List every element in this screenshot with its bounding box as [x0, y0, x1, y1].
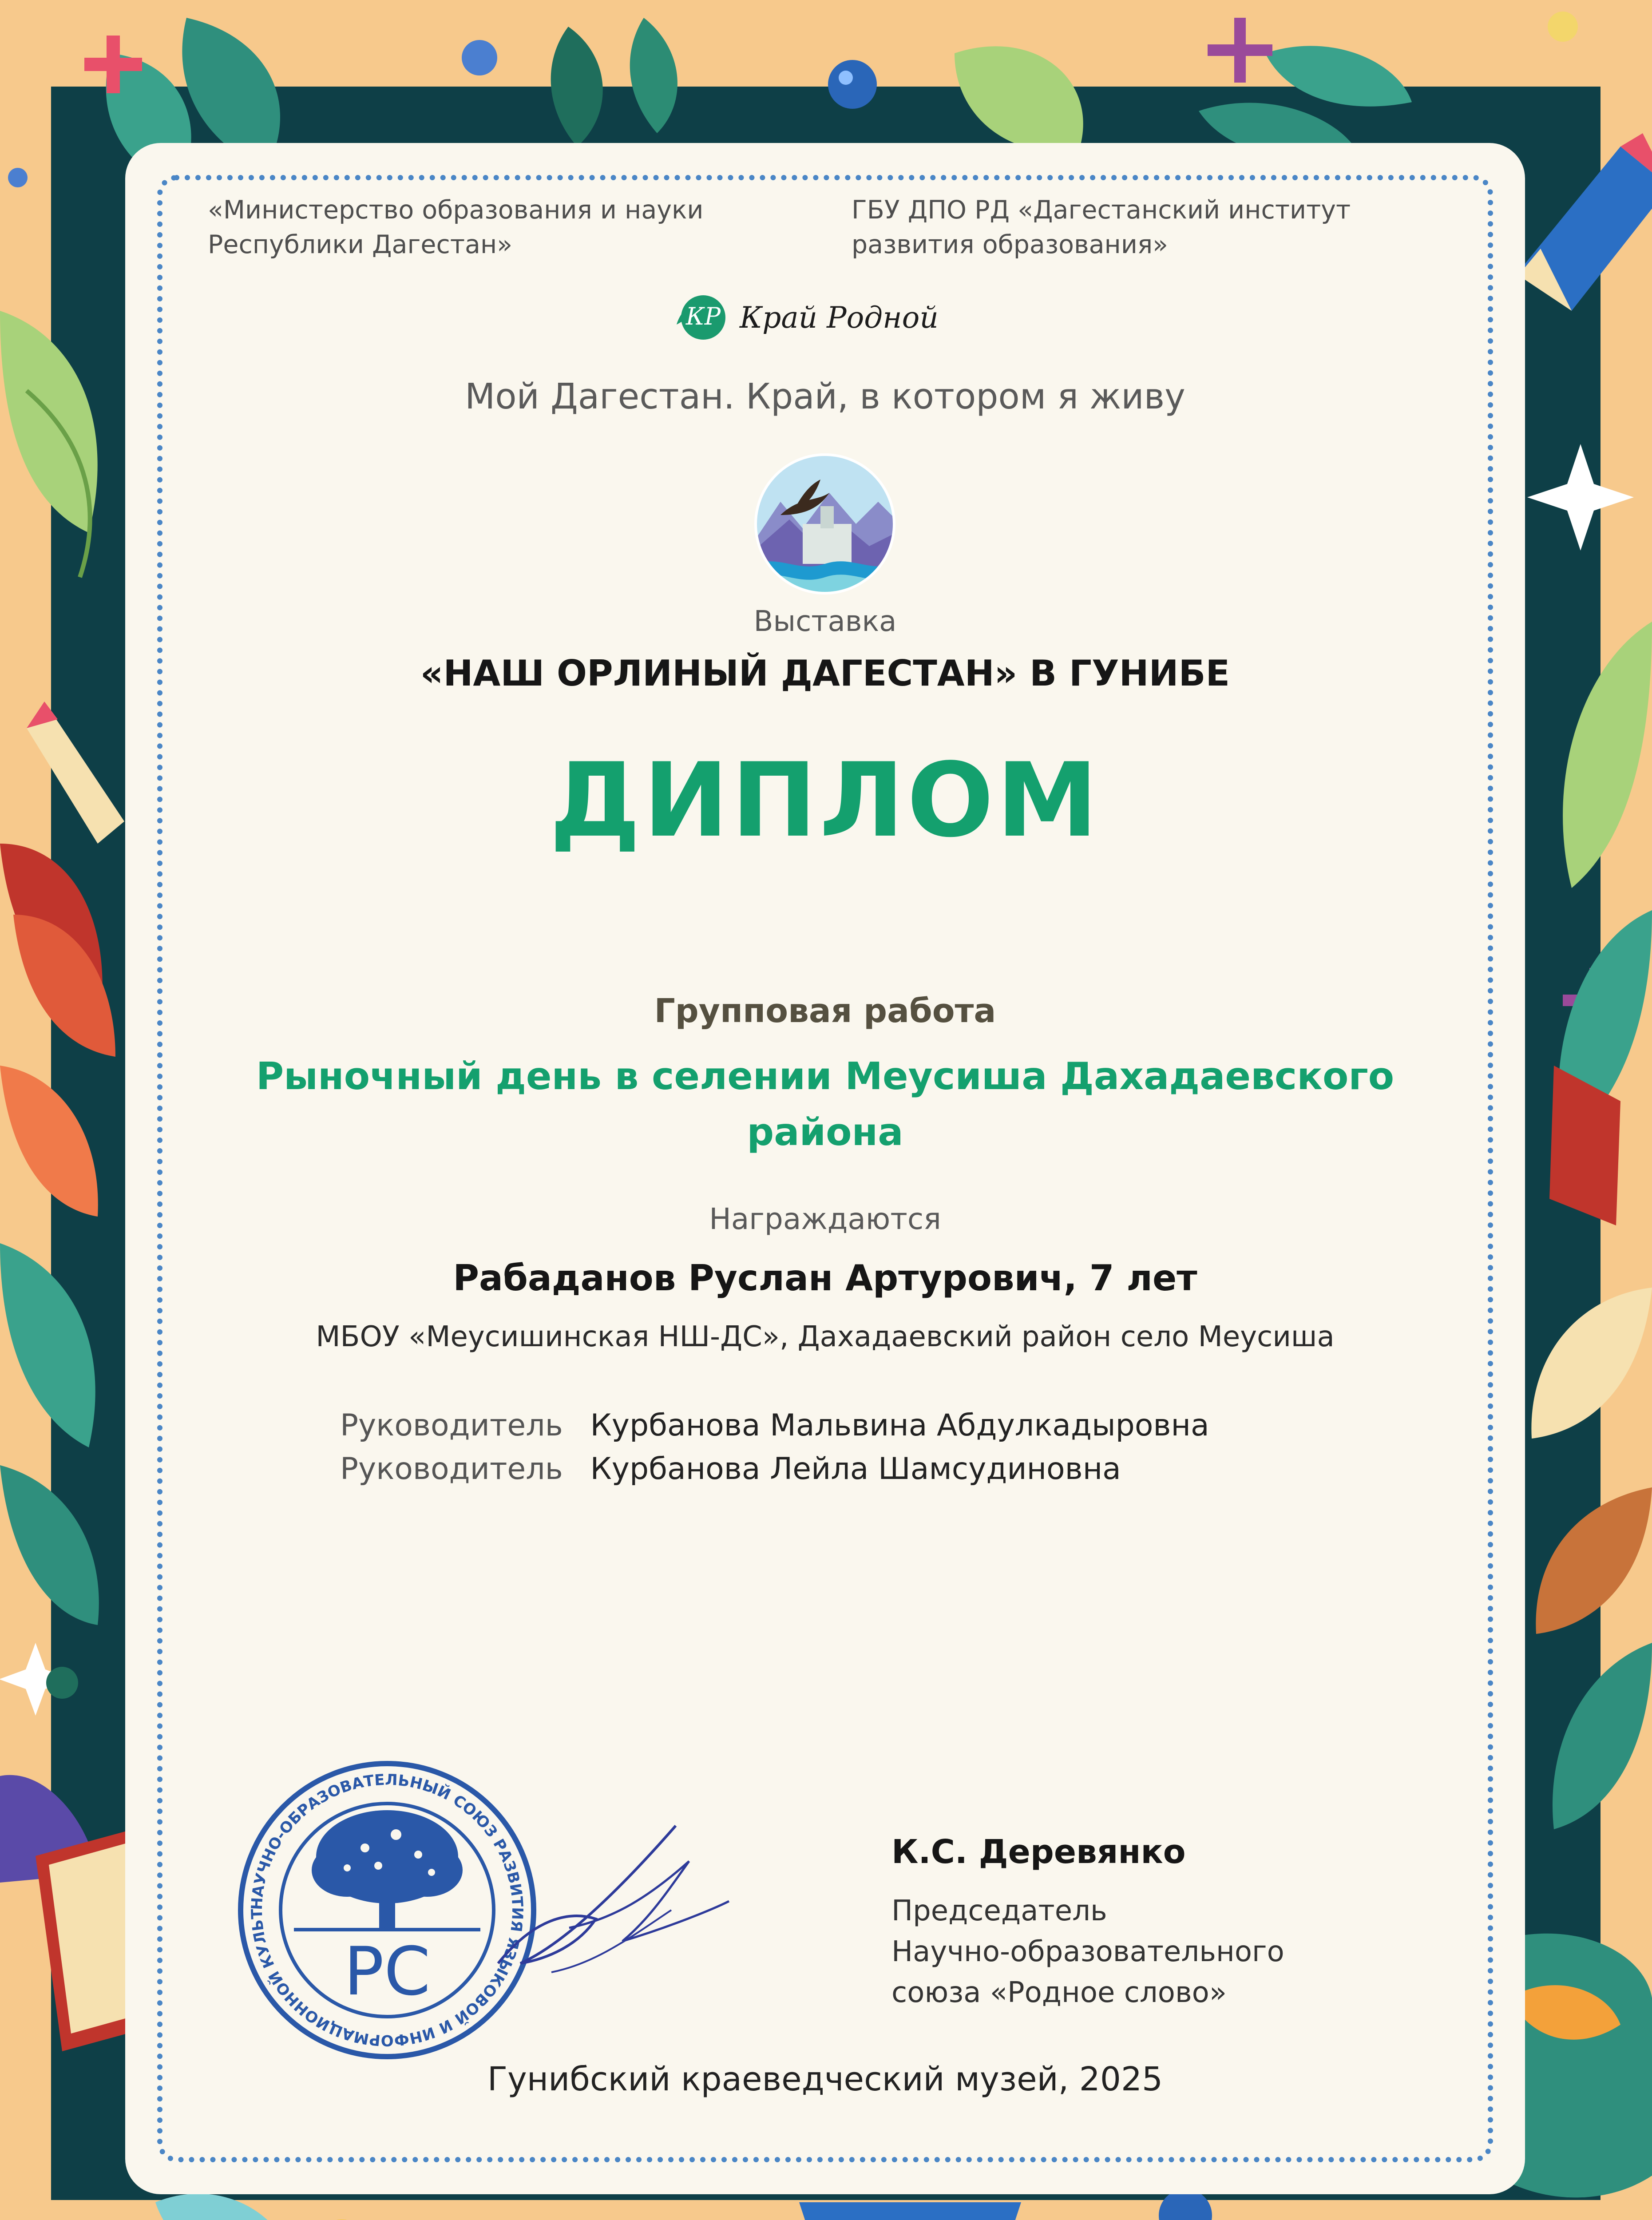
award-label: Награждаются	[709, 1202, 941, 1236]
work-category: Групповая работа	[654, 992, 996, 1030]
recipient-school: МБОУ «Меусишинская НШ-ДС», Дахадаевский район село Меусиша	[316, 1320, 1335, 1353]
brand-mark-icon	[674, 291, 727, 344]
signatory-position-line-3: союза «Родное слово»	[891, 1976, 1227, 2009]
institute-line-1: ГБУ ДПО РД «Дагестанский институт	[852, 195, 1351, 225]
brand-mark-letters: КР	[685, 302, 721, 330]
stamp-monogram: РС	[344, 1933, 431, 2010]
footer-museum: Гунибский краеведческий музей, 2025	[487, 2060, 1163, 2098]
supervisor-name: Курбанова Мальвина Абдулкадыровна	[590, 1408, 1209, 1443]
ministry-line-1: «Министерство образования и науки	[208, 195, 704, 225]
institute-header	[852, 193, 1451, 262]
diploma-title: ДИПЛОМ	[549, 741, 1101, 860]
recipient-name: Рабаданов Руслан Артурович, 7 лет	[453, 1257, 1197, 1299]
tree-icon	[312, 1810, 463, 1928]
institute-line-2: развития образования»	[852, 230, 1169, 259]
tagline: Мой Дагестан. Край, в котором я живу	[465, 376, 1185, 417]
stamp-ring-text: НАУЧНО-ОБРАЗОВАТЕЛЬНЫЙ СОЮЗ РАЗВИТИЯ ЯЗЫКОВОЙ И ИНФОРМАЦИОННОЙ КУЛЬТ	[248, 1771, 527, 2050]
exhibition-emblem	[754, 453, 896, 595]
handwritten-signature	[480, 1786, 836, 2008]
supervisor-row	[340, 1447, 1209, 1491]
certificate-card	[125, 143, 1525, 2194]
brand-name: Край Родной	[740, 300, 939, 335]
signatory-position-line-2: Научно-образовательного	[891, 1935, 1284, 1968]
supervisor-role: Руководитель	[340, 1408, 563, 1443]
signatory-position	[891, 1891, 1284, 2013]
exhibition-label: Выставка	[753, 605, 897, 638]
work-title-line-2: района	[747, 1110, 903, 1154]
work-title	[125, 1049, 1525, 1161]
supervisor-row	[340, 1404, 1209, 1447]
signatory-name: К.С. Деревянко	[891, 1833, 1186, 1871]
work-title-line-1: Рыночный день в селении Меусиша Дахадаевского	[256, 1054, 1394, 1098]
supervisor-name: Курбанова Лейла Шамсудиновна	[590, 1451, 1121, 1487]
supervisor-role: Руководитель	[340, 1451, 563, 1487]
ministry-header	[208, 193, 785, 262]
exhibition-title: «НАШ ОРЛИНЫЙ ДАГЕСТАН» В ГУНИБЕ	[420, 653, 1230, 694]
signatory-position-line-1: Председатель	[891, 1895, 1107, 1927]
ministry-line-2: Республики Дагестан»	[208, 230, 513, 259]
supervisors-list	[340, 1404, 1209, 1491]
brand-logo	[674, 291, 994, 344]
